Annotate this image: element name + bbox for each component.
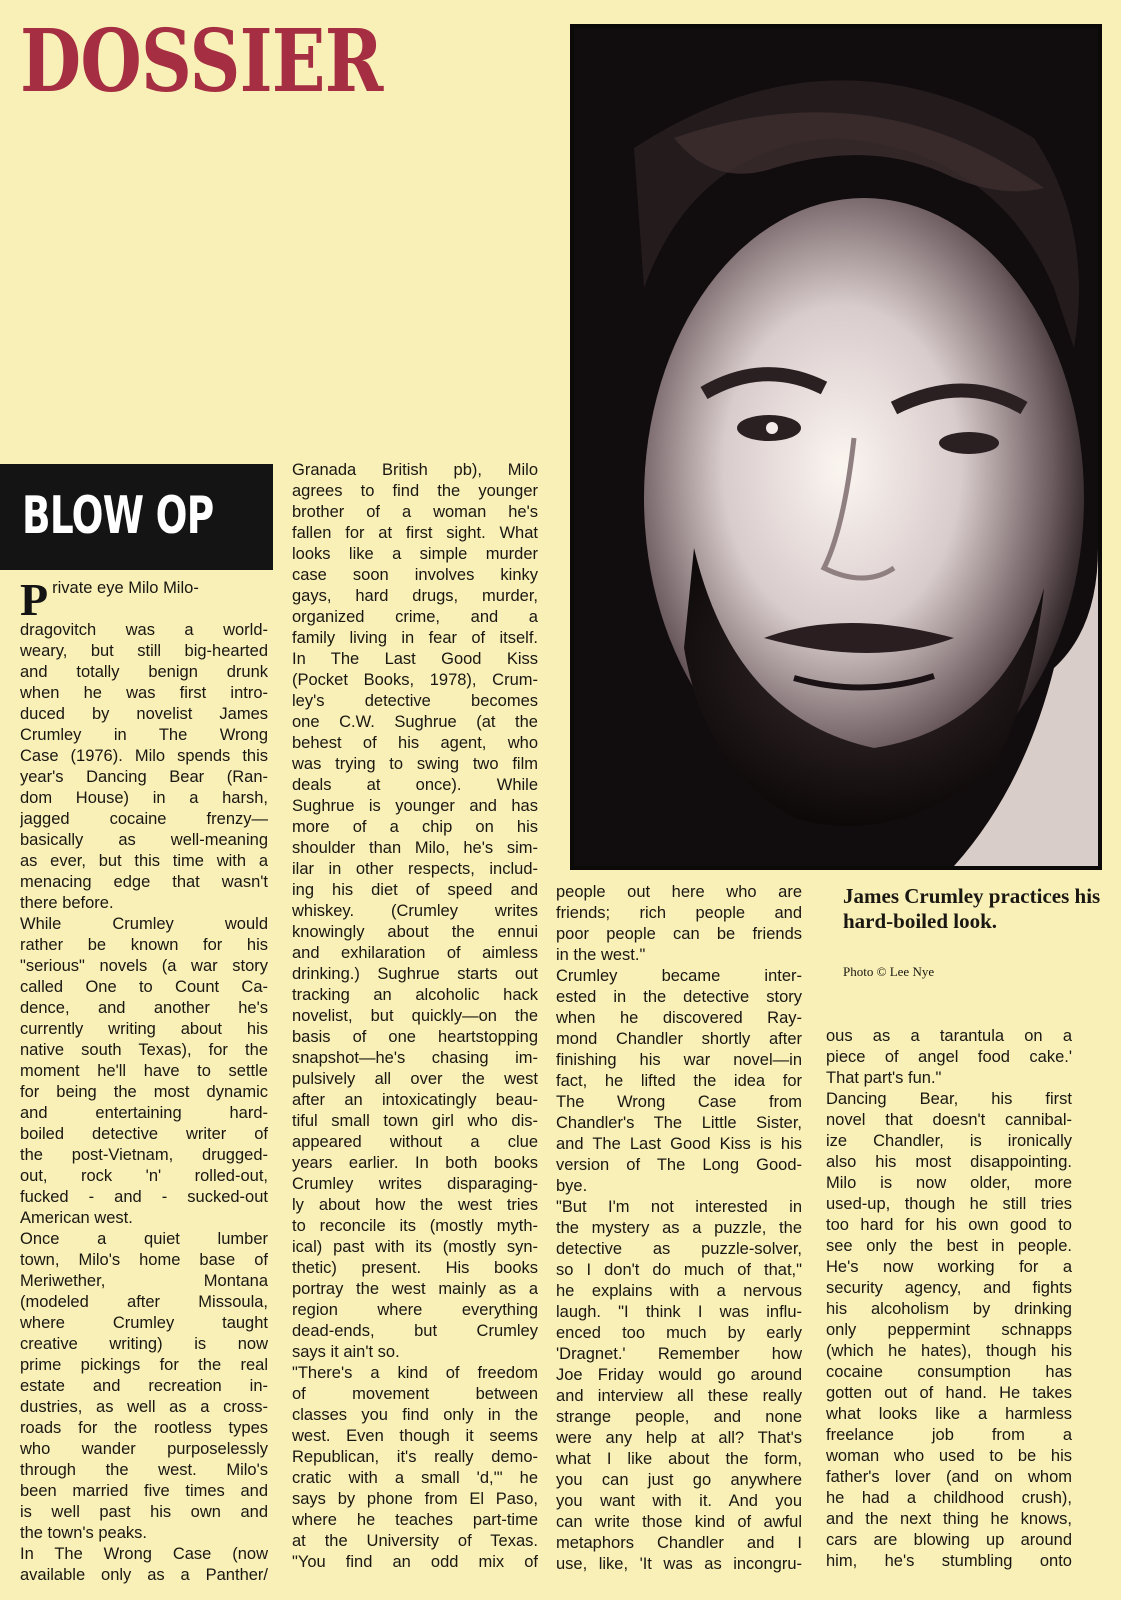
- article-line: see only the best in people.: [826, 1237, 1072, 1255]
- article-line: Chandler's The Little Sister,: [556, 1114, 802, 1132]
- section-title: BLOW OP: [22, 486, 214, 546]
- article-line: gays, hard drugs, murder,: [292, 587, 538, 605]
- article-line: looks like a simple murder: [292, 545, 538, 563]
- article-line: only peppermint schnapps: [826, 1321, 1072, 1339]
- article-line: "There's a kind of freedom: [292, 1364, 538, 1382]
- article-line: jagged cocaine frenzy—: [20, 810, 268, 828]
- article-line: classes you find only in the: [292, 1406, 538, 1424]
- article-line: detective as puzzle-solver,: [556, 1240, 802, 1258]
- article-line: freelance job from a: [826, 1426, 1072, 1444]
- article-line: ical) past with its (mostly syn-: [292, 1238, 538, 1256]
- article-line: portray the west mainly as a: [292, 1280, 538, 1298]
- article-line: basically as well-meaning: [20, 831, 268, 849]
- article-line: more of a chip on his: [292, 818, 538, 836]
- article-line: where Crumley taught: [20, 1314, 268, 1332]
- article-line: out, rock 'n' rolled-out,: [20, 1167, 268, 1185]
- article-line: While Crumley would: [20, 915, 268, 933]
- article-line: drinking.) Sughrue starts out: [292, 965, 538, 983]
- article-line: ley's detective becomes: [292, 692, 538, 710]
- article-line: at the University of Texas.: [292, 1532, 538, 1550]
- article-line: novelist, but quickly—on the: [292, 1007, 538, 1025]
- article-line: mond Chandler shortly after: [556, 1030, 802, 1048]
- article-line: cars are blowing up around: [826, 1531, 1072, 1549]
- article-line: That part's fun.": [826, 1069, 942, 1087]
- article-line: appeared without a clue: [292, 1133, 538, 1151]
- article-line: "serious" novels (a war story: [20, 957, 268, 975]
- article-line: where he teaches part-time: [292, 1511, 538, 1529]
- author-photo: [570, 24, 1102, 870]
- article-line: the mystery as a puzzle, the: [556, 1219, 802, 1237]
- article-line: behest of his agent, who: [292, 734, 538, 752]
- article-line: bye.: [556, 1177, 588, 1195]
- article-line: knowingly about the ennui: [292, 923, 538, 941]
- article-line: after an intoxicatingly beau-: [292, 1091, 538, 1109]
- article-line: woman who used to be his: [826, 1447, 1072, 1465]
- article-line: currently writing about his: [20, 1020, 268, 1038]
- article-line: cratic with a small 'd,'" he: [292, 1469, 538, 1487]
- article-line: when he was first intro-: [20, 684, 268, 702]
- article-line: strange people, and none: [556, 1408, 802, 1426]
- article-line: He's now working for a: [826, 1258, 1072, 1276]
- article-line: says by phone from El Paso,: [292, 1490, 538, 1508]
- article-line: for being the most dynamic: [20, 1083, 268, 1101]
- article-line: and entertaining hard-: [20, 1104, 268, 1122]
- article-line: organized crime, and a: [292, 608, 538, 626]
- article-line: were any help at all? That's: [556, 1429, 802, 1447]
- article-line: duced by novelist James: [20, 705, 268, 723]
- article-line: (Pocket Books, 1978), Crum-: [292, 671, 538, 689]
- photo-credit: Photo © Lee Nye: [843, 964, 935, 979]
- article-line: who wander purposelessly: [20, 1440, 268, 1458]
- article-line: through the west. Milo's: [20, 1461, 268, 1479]
- article-line: you can just go anywhere: [556, 1471, 802, 1489]
- article-line: (which he hates), though his: [826, 1342, 1072, 1360]
- article-line: used-up, though he still tries: [826, 1195, 1072, 1213]
- article-line: the post-Vietnam, drugged-: [20, 1146, 268, 1164]
- article-line: prime pickings for the real: [20, 1356, 268, 1374]
- article-line: region where everything: [292, 1301, 538, 1319]
- article-line: thetic) present. His books: [292, 1259, 538, 1277]
- article-line: him, he's stumbling onto: [826, 1552, 1072, 1570]
- article-line: roads for the rootless types: [20, 1419, 268, 1437]
- article-line: dom House) in a harsh,: [20, 789, 268, 807]
- article-line: what looks like a harmless: [826, 1405, 1072, 1423]
- article-column-2: [292, 460, 538, 1573]
- article-line: laugh. "I think I was influ-: [556, 1303, 802, 1321]
- article-line: In The Last Good Kiss: [292, 650, 538, 668]
- article-line: available only as a Panther/: [20, 1566, 268, 1584]
- article-line: agrees to find the younger: [292, 482, 538, 500]
- article-line: Republican, it's really demo-: [292, 1448, 538, 1466]
- article-line: weary, but still big-hearted: [20, 642, 268, 660]
- article-line: been married five times and: [20, 1482, 268, 1500]
- portrait-image: [574, 28, 1098, 866]
- article-line: year's Dancing Bear (Ran-: [20, 768, 268, 786]
- article-line: Milo is now older, more: [826, 1174, 1072, 1192]
- article-line: "But I'm not interested in: [556, 1198, 802, 1216]
- article-line: Crumley became inter-: [556, 967, 802, 985]
- article-line: ested in the detective story: [556, 988, 802, 1006]
- article-line: he explains with a nervous: [556, 1282, 802, 1300]
- article-line: and The Last Good Kiss is his: [556, 1135, 802, 1153]
- article-line: too hard for his own good to: [826, 1216, 1072, 1234]
- article-line: also his most disappointing.: [826, 1153, 1072, 1171]
- article-line: The Wrong Case from: [556, 1093, 802, 1111]
- article-line: deals at once). While: [292, 776, 538, 794]
- article-line: menacing edge that wasn't: [20, 873, 268, 891]
- article-line: family living in fear of itself.: [292, 629, 538, 647]
- article-line: can write those kind of awful: [556, 1513, 802, 1531]
- article-line: boiled detective writer of: [20, 1125, 268, 1143]
- article-line: fact, he lifted the idea for: [556, 1072, 802, 1090]
- article-line: Dancing Bear, his first: [826, 1090, 1072, 1108]
- article-line: whiskey. (Crumley writes: [292, 902, 538, 920]
- section-banner: [0, 464, 273, 570]
- photo-caption: James Crumley practices his hard-boiled look.: [843, 884, 1101, 933]
- article-column-1: [20, 574, 268, 1586]
- article-line: finishing his war novel—in: [556, 1051, 802, 1069]
- article-line: shoulder than Milo, he's sim-: [292, 839, 538, 857]
- article-line: and interview all these really: [556, 1387, 802, 1405]
- article-line: cocaine consumption has: [826, 1363, 1072, 1381]
- article-line: fallen for at first sight. What: [292, 524, 538, 542]
- article-line: town, Milo's home base of: [20, 1251, 268, 1269]
- article-line: moment he'll have to settle: [20, 1062, 268, 1080]
- article-line: 'Dragnet.' Remember how: [556, 1345, 802, 1363]
- article-line: ly about how the west tries: [292, 1196, 538, 1214]
- article-line: there before.: [20, 894, 114, 912]
- article-line: dragovitch was a world-: [20, 621, 268, 639]
- article-line: you want with it. And you: [556, 1492, 802, 1510]
- article-line: pulsively all over the west: [292, 1070, 538, 1088]
- article-line: to reconcile its (mostly myth-: [292, 1217, 538, 1235]
- article-line: people out here who are: [556, 883, 802, 901]
- article-column-3: [556, 882, 802, 1575]
- article-line: Once a quiet lumber: [20, 1230, 268, 1248]
- article-line: snapshot—he's chasing im-: [292, 1049, 538, 1067]
- article-line: as ever, but this time with a: [20, 852, 268, 870]
- article-line: and totally benign drunk: [20, 663, 268, 681]
- article-line: In The Wrong Case (now: [20, 1545, 268, 1563]
- article-line: native south Texas), for the: [20, 1041, 268, 1059]
- article-line: years earlier. In both books: [292, 1154, 538, 1172]
- article-line: "You find an odd mix of: [292, 1553, 538, 1571]
- article-line: was trying to swing two film: [292, 755, 538, 773]
- article-line: dead-ends, but Crumley: [292, 1322, 538, 1340]
- article-line: fucked - and - sucked-out: [20, 1188, 268, 1206]
- article-line: ize Chandler, is ironically: [826, 1132, 1072, 1150]
- article-line: ilar in other respects, includ-: [292, 860, 538, 878]
- article-line: brother of a woman he's: [292, 503, 538, 521]
- article-line: use, like, 'It was as incongru-: [556, 1555, 802, 1573]
- article-line: basis of one heartstopping: [292, 1028, 538, 1046]
- article-line: novel that doesn't cannibal-: [826, 1111, 1072, 1129]
- article-line: metaphors Chandler and I: [556, 1534, 802, 1552]
- article-line: ing his diet of speed and: [292, 881, 538, 899]
- article-line: and exhilaration of aimless: [292, 944, 538, 962]
- article-line: Sughrue is younger and has: [292, 797, 538, 815]
- article-line: security agency, and fights: [826, 1279, 1072, 1297]
- article-line: (modeled after Missoula,: [20, 1293, 268, 1311]
- article-line: piece of angel food cake.': [826, 1048, 1072, 1066]
- article-line: case soon involves kinky: [292, 566, 538, 584]
- article-line: he had a childhood crush),: [826, 1489, 1072, 1507]
- article-line: Granada British pb), Milo: [292, 461, 538, 479]
- article-line: Case (1976). Milo spends this: [20, 747, 268, 765]
- article-line: and the next thing he knows,: [826, 1510, 1072, 1528]
- drop-cap: P: [20, 574, 49, 625]
- article-line: enced too much by early: [556, 1324, 802, 1342]
- article-line: version of The Long Good-: [556, 1156, 802, 1174]
- article-line: called One to Count Ca-: [20, 978, 268, 996]
- article-line: gotten out of hand. He takes: [826, 1384, 1072, 1402]
- article-line: says it ain't so.: [292, 1343, 400, 1361]
- article-line: so I don't do much of that,": [556, 1261, 802, 1279]
- page-title: DOSSIER: [20, 11, 383, 112]
- article-line: Crumley in The Wrong: [20, 726, 268, 744]
- article-line: the town's peaks.: [20, 1524, 147, 1542]
- article-line: dence, and another he's: [20, 999, 268, 1017]
- article-line: ous as a tarantula on a: [826, 1027, 1072, 1045]
- article-line: tiful small town girl who dis-: [292, 1112, 538, 1130]
- article-line: tracking an alcoholic hack: [292, 986, 538, 1004]
- article-line: Crumley writes disparaging-: [292, 1175, 538, 1193]
- article-line: dustries, as well as a cross-: [20, 1398, 268, 1416]
- article-line: friends; rich people and: [556, 904, 802, 922]
- article-line: estate and recreation in-: [20, 1377, 268, 1395]
- article-line: what I like about the form,: [556, 1450, 802, 1468]
- article-line: Meriwether, Montana: [20, 1272, 268, 1290]
- article-line: father's lover (and on whom: [826, 1468, 1072, 1486]
- article-line: in the west.": [556, 946, 646, 964]
- article-line: rather be known for his: [20, 936, 268, 954]
- article-line: one C.W. Sughrue (at the: [292, 713, 538, 731]
- article-line: is well past his own and: [20, 1503, 268, 1521]
- article-line: of movement between: [292, 1385, 538, 1403]
- article-line: when he discovered Ray-: [556, 1009, 802, 1027]
- article-line: American west.: [20, 1209, 133, 1227]
- article-column-4: [826, 1026, 1072, 1572]
- article-line: west. Even though it seems: [292, 1427, 538, 1445]
- article-line: creative writing) is now: [20, 1335, 268, 1353]
- article-line: his alcoholism by drinking: [826, 1300, 1072, 1318]
- article-line: poor people can be friends: [556, 925, 802, 943]
- article-line: Joe Friday would go around: [556, 1366, 802, 1384]
- intro-line: rivate eye Milo Milo-: [52, 579, 199, 597]
